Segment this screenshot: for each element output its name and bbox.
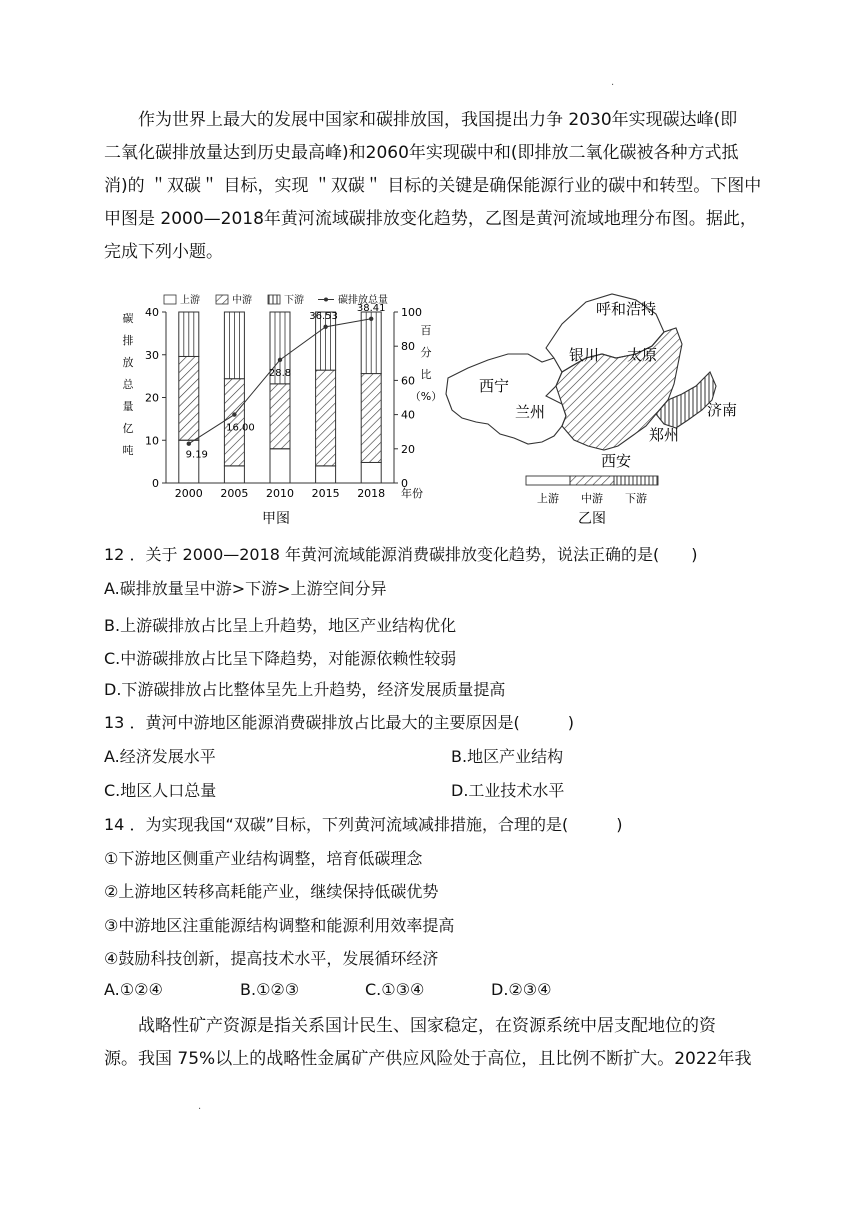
x-tick-label: 2005 <box>220 487 249 500</box>
bar-upstream <box>270 449 290 483</box>
y-tick-label-right: 40 <box>401 408 415 422</box>
y-tick-label-left: 0 <box>152 477 159 490</box>
y-tick-label-left: 30 <box>145 348 159 362</box>
y-tick-label-right: 0 <box>401 477 408 490</box>
map-legend-downstream-swatch <box>614 476 658 485</box>
map-legend-downstream: 下游 <box>625 492 647 505</box>
y-label-right-char: （%） <box>409 390 443 403</box>
map-upstream-region <box>446 354 566 444</box>
q12-option-d[interactable]: D.下游碳排放占比整体呈先上升趋势，经济发展质量提高 <box>104 680 506 699</box>
y-label-left-char: 排 <box>122 334 134 347</box>
x-tick-label: 2000 <box>174 487 203 500</box>
q14-item-4: ④鼓励科技创新，提高技术水平，发展循环经济 <box>104 949 439 968</box>
chart-bars <box>179 312 381 483</box>
q14-option-c[interactable]: C.①③④ <box>365 980 425 999</box>
trend-point-label: 36.53 <box>309 310 338 322</box>
q13-option-b[interactable]: B.地区产业结构 <box>451 747 564 766</box>
y-label-left-char: 量 <box>122 400 134 413</box>
y-label-left-char: 亿 <box>122 422 134 435</box>
city-label: 郑州 <box>648 426 680 444</box>
y-label-left-char: 放 <box>122 356 134 369</box>
intro-line: 二氧化碳排放量达到历史最高峰)和2060年实现碳中和(即排放二氧化碳被各种方式抵 <box>104 143 739 163</box>
outro-paragraph <box>104 1010 764 1076</box>
yellow-river-map <box>446 294 737 527</box>
y-label-right-char: 比 <box>420 368 432 381</box>
y-tick-label-right: 60 <box>401 374 415 388</box>
y-label-left-char: 总 <box>122 378 134 391</box>
y-axis-right-label <box>410 324 442 403</box>
intro-line: 消)的 ＂双碳＂ 目标，实现 ＂双碳＂ 目标的关键是确保能源行业的碳中和转型。下图中 <box>104 176 762 196</box>
city-label: 银川 <box>568 346 600 364</box>
x-axis-label: 年份 <box>401 487 423 500</box>
x-tick-label: 2015 <box>311 487 340 500</box>
page-mark-bottom: · <box>198 1104 202 1115</box>
y-axis-left-label <box>123 311 135 457</box>
y-tick-label-left: 10 <box>145 434 159 448</box>
legend-line-marker <box>324 298 328 302</box>
city-label: 济南 <box>706 401 738 419</box>
q13-option-a[interactable]: A.经济发展水平 <box>104 747 216 766</box>
q14-option-a[interactable]: A.①②④ <box>104 980 163 999</box>
trend-point <box>323 325 327 329</box>
y-tick-label-left: 20 <box>145 391 159 405</box>
q13-option-d[interactable]: D.工业技术水平 <box>451 781 565 800</box>
trend-point <box>369 317 373 321</box>
trend-point <box>232 412 236 416</box>
bar-midstream <box>179 356 199 440</box>
intro-line: 完成下列小题。 <box>104 242 223 262</box>
intro-line: 作为世界上最大的发展中国家和碳排放国，我国提出力争 2030年实现碳达峰(即 <box>138 110 738 130</box>
outro-line: 战略性矿产资源是指关系国计民生、国家稳定，在资源系统中居支配地位的资 <box>138 1016 716 1036</box>
legend-total: 碳排放总量 <box>338 295 388 306</box>
map-legend-upstream-swatch <box>526 476 570 485</box>
bar-midstream <box>361 374 381 463</box>
chart-x-labels <box>175 486 423 500</box>
q14-option-d[interactable]: D.②③④ <box>491 980 552 999</box>
map-legend-midstream-swatch <box>570 476 614 485</box>
intro-line: 甲图是 2000—2018年黄河流域碳排放变化趋势，乙图是黄河流域地理分布图。据此， <box>104 209 757 229</box>
q14-option-b[interactable]: B.①②③ <box>240 980 300 999</box>
legend-swatch-downstream <box>268 295 280 304</box>
trend-point-label: 28.8 <box>268 367 292 379</box>
q14-item-3: ③中游地区注重能源结构调整和能源利用效率提高 <box>104 916 455 935</box>
y-tick-label-left: 40 <box>145 306 159 319</box>
bar-upstream <box>179 440 199 483</box>
q12-stem: 12 ．关于 2000—2018 年黄河流域能源消费碳排放变化趋势，说法正确的是( ) <box>104 545 698 564</box>
page-mark-top: · <box>611 80 615 91</box>
map-caption: 乙图 <box>578 511 606 527</box>
y-tick-label-right: 100 <box>401 306 422 319</box>
bar-upstream <box>224 466 244 483</box>
city-label: 呼和浩特 <box>595 300 657 318</box>
city-label: 西安 <box>600 452 632 470</box>
legend-swatch-upstream <box>164 295 176 304</box>
x-tick-label: 2018 <box>357 487 386 500</box>
y-label-left-char: 碳 <box>122 312 134 325</box>
legend-upstream: 上游 <box>180 295 200 306</box>
trend-point-label: 9.19 <box>185 449 208 461</box>
q12-option-b[interactable]: B.上游碳排放占比呈上升趋势，地区产业结构优化 <box>104 616 457 635</box>
intro-paragraph <box>104 104 764 269</box>
trend-point-label: 16.00 <box>226 422 255 434</box>
legend-midstream: 中游 <box>232 295 252 306</box>
figure-area <box>116 274 756 530</box>
y-label-right-char: 百 <box>420 324 432 337</box>
legend-swatch-midstream <box>216 295 228 304</box>
bar-midstream <box>316 370 336 466</box>
city-label: 西宁 <box>478 377 510 395</box>
chart-caption: 甲图 <box>262 511 290 527</box>
trend-point-label: 38.41 <box>356 302 386 314</box>
trend-point <box>278 358 282 362</box>
carbon-chart <box>123 293 443 527</box>
map-legend-upstream: 上游 <box>537 492 559 505</box>
map-legend-midstream: 中游 <box>581 492 603 505</box>
y-tick-label-right: 80 <box>401 340 415 354</box>
map-legend <box>526 476 658 505</box>
q12-option-a[interactable]: A.碳排放量呈中游>下游>上游空间分异 <box>104 579 387 598</box>
bar-upstream <box>361 462 381 483</box>
y-tick-label-right: 20 <box>401 442 415 456</box>
y-label-right-char: 分 <box>420 346 432 359</box>
city-label: 太原 <box>626 346 658 364</box>
y-label-left-char: 吨 <box>122 444 134 457</box>
q13-option-c[interactable]: C.地区人口总量 <box>104 781 217 800</box>
legend-downstream: 下游 <box>284 295 304 306</box>
trend-point <box>187 442 191 446</box>
city-label: 兰州 <box>514 403 546 421</box>
q13-stem: 13 ．黄河中游地区能源消费碳排放占比最大的主要原因是( ) <box>104 713 574 732</box>
bar-midstream <box>270 384 290 449</box>
chart-legend <box>164 293 388 306</box>
outro-line: 源。我国 75%以上的战略性金属矿产供应风险处于高位，且比例不断扩大。2022年我 <box>104 1049 752 1069</box>
bar-upstream <box>316 466 336 483</box>
figure-svg <box>116 274 756 530</box>
q14-item-1: ①下游地区侧重产业结构调整，培育低碳理念 <box>104 849 423 868</box>
q14-stem: 14 ．为实现我国“双碳”目标，下列黄河流域减排措施，合理的是( ) <box>104 815 623 834</box>
x-tick-label: 2010 <box>266 487 294 500</box>
q12-option-c[interactable]: C.中游碳排放占比呈下降趋势，对能源依赖性较弱 <box>104 649 457 668</box>
q14-item-2: ②上游地区转移高耗能产业，继续保持低碳优势 <box>104 882 439 901</box>
